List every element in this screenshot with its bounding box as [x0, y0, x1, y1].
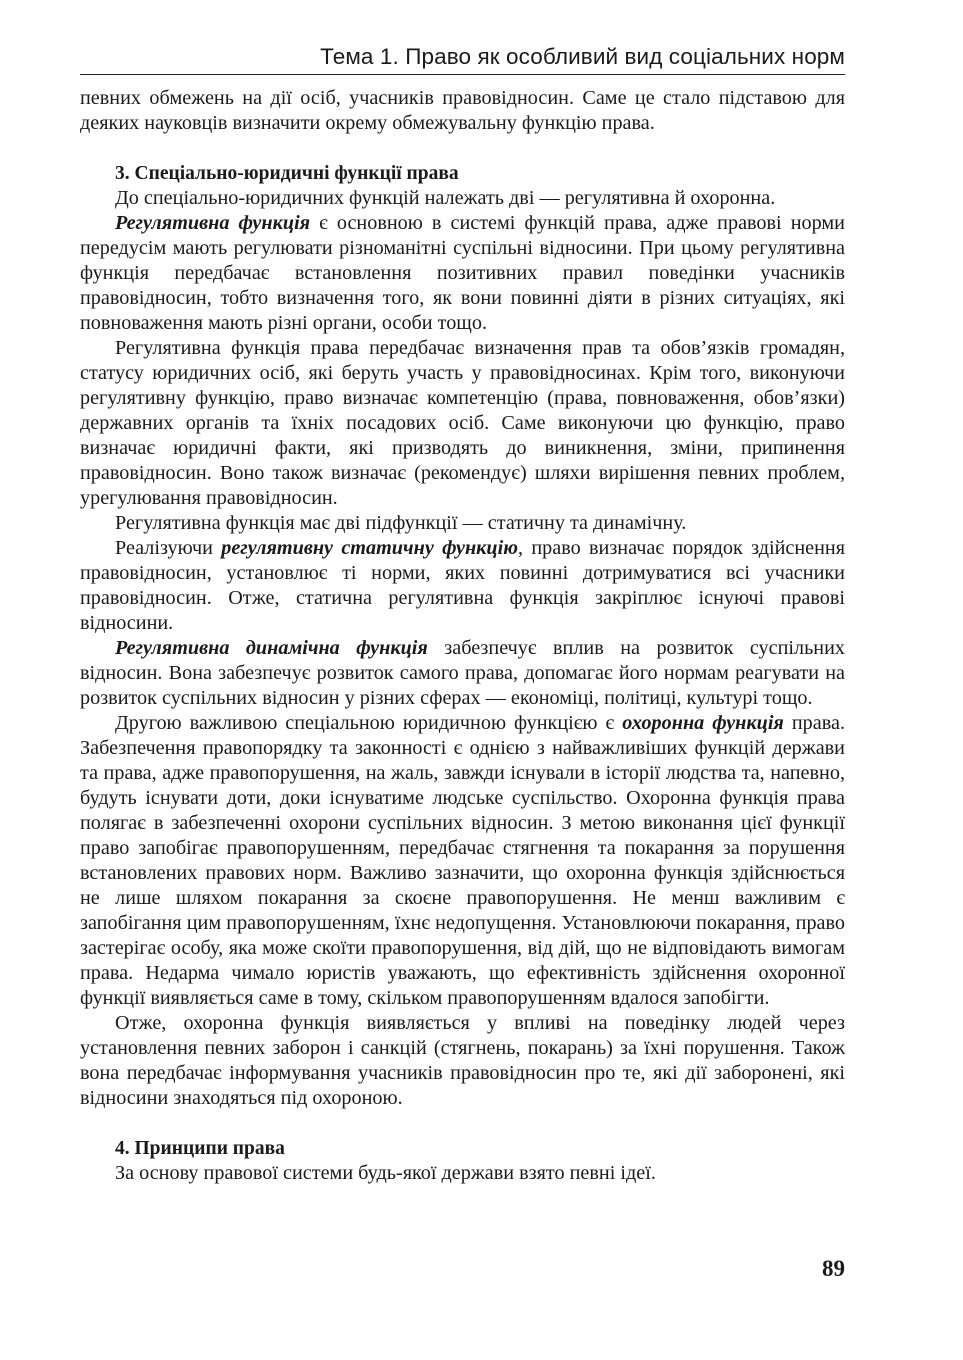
section-heading-4: 4. Принципи права — [115, 1138, 285, 1159]
running-header: Тема 1. Право як особливий вид соціальних норм — [80, 44, 845, 75]
section-heading-3: 3. Спеціально-юридичні функції права — [115, 163, 459, 184]
paragraph-section3-intro: До спеціально-юридичних функцій належать дві — регулятивна й охоронна. — [115, 187, 776, 209]
paragraph-static-function — [80, 536, 845, 636]
paragraph-static-lead: Реалізуючи — [115, 537, 222, 559]
paragraph-regulatory-function — [80, 211, 845, 336]
section-gap — [80, 1111, 845, 1136]
paragraph-protective-lead: Другою важливою спеціальною юридичною функцією є — [115, 712, 623, 734]
paragraph-protective-text: права. Забезпечення правопорядку та законності є однією з найважливіших функцій держави та права, адже правопорушення, на жаль, завжди існували в історії людства та, напевно, будуть існувати доти, доки існуватиме людське суспільство. Охоронна функція права полягає в забезпеченні охорони суспільних відносин. З метою виконання цієї функції право запобігає правопорушенням, передбачає стягнення та покарання за порушення встановлених правових норм. Важливо зазначити, що охоронна функція здійснюється не лише шляхом покарання за скоєне правопорушення. Не менш важливим є запобігання цим правопорушенням, їхнє недопущення. Установлюючи покарання, право застерігає особу, яка може скоїти правопорушення, від дій, що не відповідають вимогам права. Недарма чимало юристів уважають, що ефективність здійснення охоронної функції виявляється саме в тому, скільком правопорушенням вдалося запобігти. — [80, 712, 845, 1009]
paragraph-dynamic-text: забезпечує вплив на розвиток суспільних відносин. Вона забезпечує розвиток самого права, допомагає його нормам реагувати на розвиток суспільних відносин у різних сферах — економіці, політиці, культурі тощо. — [80, 637, 845, 709]
term-regulatory-function: Регулятивна функція — [115, 212, 311, 234]
paragraph-section4-intro: За основу правової системи будь-якої держави взято певні ідеї. — [115, 1162, 656, 1184]
paragraph-static-text: , право визначає порядок здійснення правовідносин, установлює ті норми, яких повинні дотримуватися всі учасники правовідносин. Отже, статична регулятивна функція закріплює існуючі правові відносини. — [80, 537, 845, 634]
paragraph-regulatory-function-text: є основною в системі функцій права, адже правові норми передусім мають регулювати різноманітні суспільні відносини. При цьому регулятивна функція передбачає встановлення позитивних правил поведінки учасників правовідносин, тобто визначення того, як вони повинні діяти в різних ситуаціях, які повноваження мають різні органи, особи тощо. — [80, 212, 845, 334]
page-number: 89 — [822, 1256, 845, 1281]
term-dynamic-function: Регулятивна динамічна функція — [115, 637, 428, 659]
paragraph-intro: певних обмежень на дії осіб, учасників правовідносин. Саме це стало підставою для деяких науковців визначити окрему обмежувальну функцію права. — [80, 87, 845, 134]
paragraph-protective-function — [80, 711, 845, 1011]
term-static-function: регулятивну статичну функцію — [221, 537, 518, 559]
paragraph-regulatory-subfunctions: Регулятивна функція має дві підфункції — статичну та динамічну. — [115, 512, 687, 534]
body-text — [80, 86, 845, 1186]
term-protective-function: охоронна функція — [622, 712, 784, 734]
paragraph-protective-summary: Отже, охоронна функція виявляється у впливі на поведінку людей через установлення певних заборон і санкцій (стягнень, покарань) за їхні порушення. Також вона передбачає інформування учасників правовідносин про те, які дії заборонені, які відносини знаходяться під охороною. — [80, 1012, 845, 1109]
paragraph-regulatory-rights: Регулятивна функція права передбачає визначення прав та обов’язків громадян, статусу юридичних осіб, які беруть участь у правовідносинах. Крім того, виконуючи регулятивну функцію, право визначає компетенцію (права, повноваження, обов’язки) державних органів та їхніх посадових осіб. Саме виконуючи цю функцію, право визначає юридичні факти, які призводять до виникнення, зміни, припинення правовідносин. Воно також визначає (рекомендує) шляхи вирішення певних проблем, урегулювання правовідносин. — [80, 337, 845, 509]
paragraph-dynamic-function — [80, 636, 845, 711]
section-gap — [80, 136, 845, 161]
